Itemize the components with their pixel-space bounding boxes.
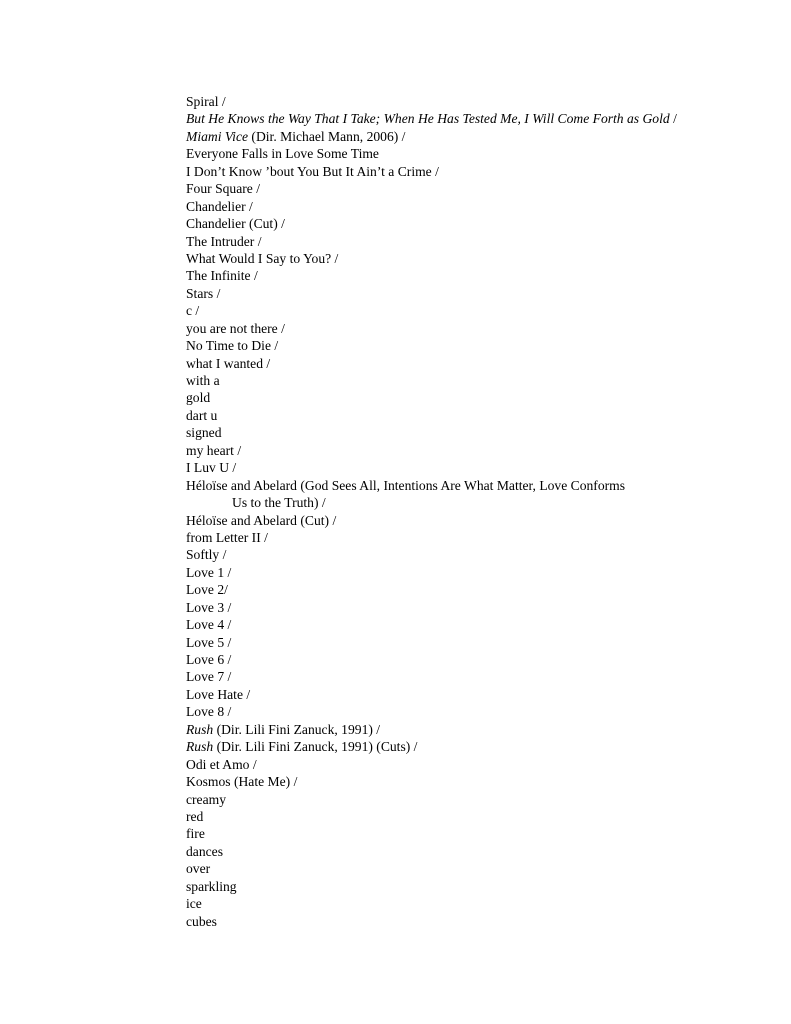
contents-line (186, 721, 766, 738)
contents-line (186, 581, 766, 598)
line-text: I Luv U / (186, 460, 237, 476)
line-text: The Intruder / (186, 233, 262, 249)
contents-line (186, 459, 766, 476)
line-text: Love 2/ (186, 582, 228, 598)
line-text: Chandelier (Cut) / (186, 216, 285, 232)
contents-line (186, 791, 766, 808)
line-text: Héloïse and Abelard (Cut) / (186, 512, 337, 528)
contents-line (186, 355, 766, 372)
line-text: Odi et Amo / (186, 756, 257, 772)
contents-line (186, 878, 766, 895)
line-text: (Dir. Lili Fini Zanuck, 1991) / (213, 721, 381, 737)
line-text: What Would I Say to You? / (186, 250, 339, 266)
contents-line (186, 302, 766, 319)
line-text: Love 3 / (186, 599, 232, 615)
contents-line (186, 913, 766, 930)
line-text: Us to the Truth) / (232, 495, 326, 511)
line-text: Love 1 / (186, 564, 232, 580)
line-text: gold (186, 390, 211, 406)
line-text: / (669, 111, 677, 127)
line-text: over (186, 861, 211, 877)
contents-line (186, 93, 766, 110)
line-text: from Letter II / (186, 529, 268, 545)
line-text: what I wanted / (186, 355, 271, 371)
line-text: creamy (186, 791, 226, 807)
line-text: Chandelier / (186, 198, 253, 214)
italic-title-text: Rush (186, 721, 214, 737)
contents-line (186, 424, 766, 441)
line-text: Kosmos (Hate Me) / (186, 774, 298, 790)
line-text: Four Square / (186, 181, 261, 197)
contents-line (186, 564, 766, 581)
contents-line (186, 442, 766, 459)
contents-line (186, 546, 766, 563)
line-text: Love Hate / (186, 686, 251, 702)
contents-line (186, 320, 766, 337)
italic-title-text: Miami Vice (186, 128, 249, 144)
contents-line (186, 372, 766, 389)
contents-line (186, 773, 766, 790)
contents-line (186, 529, 766, 546)
line-text: dances (186, 843, 223, 859)
line-text: dart u (186, 407, 218, 423)
line-text: Spiral / (186, 94, 226, 109)
line-text: Softly / (186, 547, 227, 563)
line-text: (Dir. Lili Fini Zanuck, 1991) (Cuts) / (213, 739, 418, 755)
contents-line (186, 337, 766, 354)
contents-line (186, 145, 766, 162)
contents-line (186, 668, 766, 685)
contents-line (186, 651, 766, 668)
contents-line (186, 756, 766, 773)
contents-line (186, 128, 766, 145)
line-text: red (186, 808, 204, 824)
line-text: fire (186, 826, 205, 842)
line-text: sparkling (186, 878, 237, 894)
line-text: cubes (186, 913, 217, 929)
line-text: I Don’t Know ’bout You But It Ain’t a Crime / (186, 163, 439, 179)
italic-title-text: Rush (186, 739, 214, 755)
contents-line (186, 250, 766, 267)
contents-line (186, 215, 766, 232)
contents-line (186, 895, 766, 912)
contents-line (186, 267, 766, 284)
contents-line (186, 860, 766, 877)
contents-line (186, 285, 766, 302)
contents-line (186, 634, 766, 651)
contents-line (186, 477, 766, 494)
contents-line (186, 825, 766, 842)
line-text: Love 5 / (186, 634, 232, 650)
contents-line (186, 110, 766, 127)
line-text: with a (186, 373, 220, 388)
contents-line (186, 198, 766, 215)
line-text: ice (186, 896, 202, 912)
line-text: Love 8 / (186, 704, 232, 720)
contents-list (186, 93, 766, 930)
line-text: Everyone Falls in Love Some Time (186, 146, 379, 162)
line-text: you are not there / (186, 320, 285, 336)
contents-line (186, 163, 766, 180)
line-text: Love 4 / (186, 617, 232, 633)
line-text: Love 7 / (186, 669, 232, 685)
contents-line (186, 738, 766, 755)
line-text: The Infinite / (186, 268, 258, 284)
line-text: No Time to Die / (186, 338, 279, 354)
contents-line (186, 843, 766, 860)
line-text: (Dir. Michael Mann, 2006) / (248, 128, 406, 144)
line-text: c / (186, 303, 200, 319)
contents-line-continuation (186, 494, 766, 511)
contents-line (186, 616, 766, 633)
contents-line (186, 389, 766, 406)
line-text: signed (186, 425, 222, 441)
line-text: Love 6 / (186, 652, 232, 667)
contents-line (186, 686, 766, 703)
contents-line (186, 180, 766, 197)
contents-line (186, 512, 766, 529)
italic-title-text: But He Knows the Way That I Take; When He Has Tested Me, I Will Come Forth as Gold (186, 111, 670, 127)
line-text: Héloïse and Abelard (God Sees All, Intentions Are What Matter, Love Conforms (186, 477, 626, 493)
contents-line (186, 599, 766, 616)
contents-line (186, 703, 766, 720)
line-text: Stars / (186, 285, 221, 301)
line-text: my heart / (186, 442, 242, 458)
contents-line (186, 233, 766, 250)
contents-line (186, 808, 766, 825)
contents-line (186, 407, 766, 424)
